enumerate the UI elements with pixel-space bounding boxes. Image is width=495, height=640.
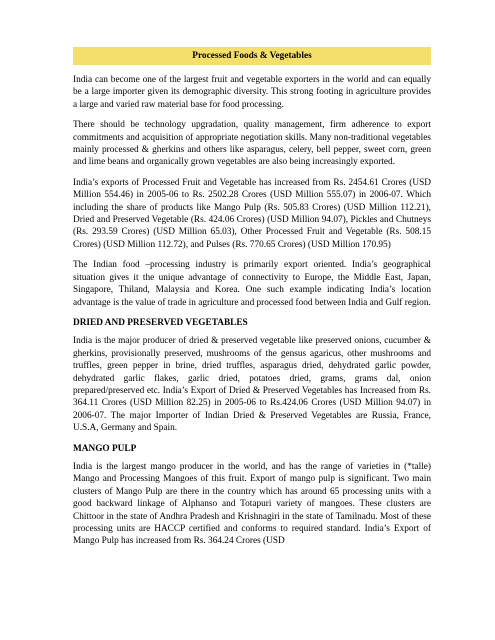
dried-vegetables-paragraph: India is the major producer of dried & preserved vegetable like preserved onions, cucumber & gherkins, provisionally preserved, mushrooms of the gensus agaricus, other mushrooms and truffles, green pepper in brine, dried truffles, asparagus dried, dehydrated garlic powder, dehydrated garlic flakes, garlic dried, potatoes dried, grams, grams dal, onion prepared/preserved etc. India’s Export of Dried & Preserved Vegetables has Increased from Rs. 364.11 Crores (USD Million 82.25) in 2005-06 to Rs.424.06 Crores (USD Million 94.07) in 2006-07. The major Importer of Indian Dried & Preserved Vegetables are Russia, France, U.S.A, Germany and Spain. (73, 336, 431, 434)
technology-paragraph: There should be technology upgradation, quality management, firm adherence to export commitments and acquisition of appropriate negotiation skills. Many non-traditional vegetables mainly processed & gherkins and others like asparagus, celery, bell pepper, sweet corn, green and lime beans and organically grown vegetables are also being increasingly exported. (73, 120, 431, 168)
document-body (73, 74, 431, 556)
exports-paragraph: India’s exports of Processed Fruit and Vegetable has increased from Rs. 2454.61 Crores (USD Million 554.46) in 2005-06 to Rs. 2502.28 Crores (USD Million 555.07) in 2006-07. Which including the share of products like Mango Pulp (Rs. 505.83 Crores) (USD Million 112.21), Dried and Preserved Vegetable (Rs. 424.06 Crores) (USD Million 94.07), Pickles and Chutneys (Rs. 293.59 Crores) (USD Million 65.03), Other Processed Fruit and Vegetable (Rs. 508.15 Crores) (USD Million 112.72), and Pulses (Rs. 770.65 Crores) (USD Million 170.95) (73, 177, 431, 250)
industry-paragraph: The Indian food –processing industry is primarily export oriented. India’s geographical situation gives it the unique advantage of connectivity to Europe, the Middle East, Japan, Singapore, Thiland, Malaysia and Korea. One such example indicating India’s location advantage is the value of trade in agriculture and processed food between India and Gulf region. (73, 260, 431, 308)
section-title-banner (73, 47, 431, 65)
section-title: Processed Foods & Vegetables (192, 51, 312, 61)
intro-paragraph: India can become one of the largest fruit and vegetable exporters in the world and can equally be a large importer given its demographic diversity. This strong footing in agriculture provides a large and varied raw material base for food processing. (73, 75, 431, 110)
mango-pulp-paragraph: India is the largest mango producer in the world, and has the range of varieties in (*talle) Mango and Processing Mangoes of this fruit. Export of mango pulp is significant. Two main clusters of Mango Pulp are there in the country which has around 65 processing units with a good backward linkage of Alphanso and Totapuri variety of mangoes. These clusters are Chittoor in the state of Andhra Pradesh and Krishnagiri in the state of Tamilnadu. Most of these processing units are HACCP certified and conforms to required standard. India’s Export of Mango Pulp has increased from Rs. 364.24 Crores (USD (73, 461, 431, 547)
mango-pulp-heading: MANGO PULP (73, 443, 137, 454)
dried-vegetables-heading: DRIED AND PRESERVED VEGETABLES (73, 317, 248, 328)
